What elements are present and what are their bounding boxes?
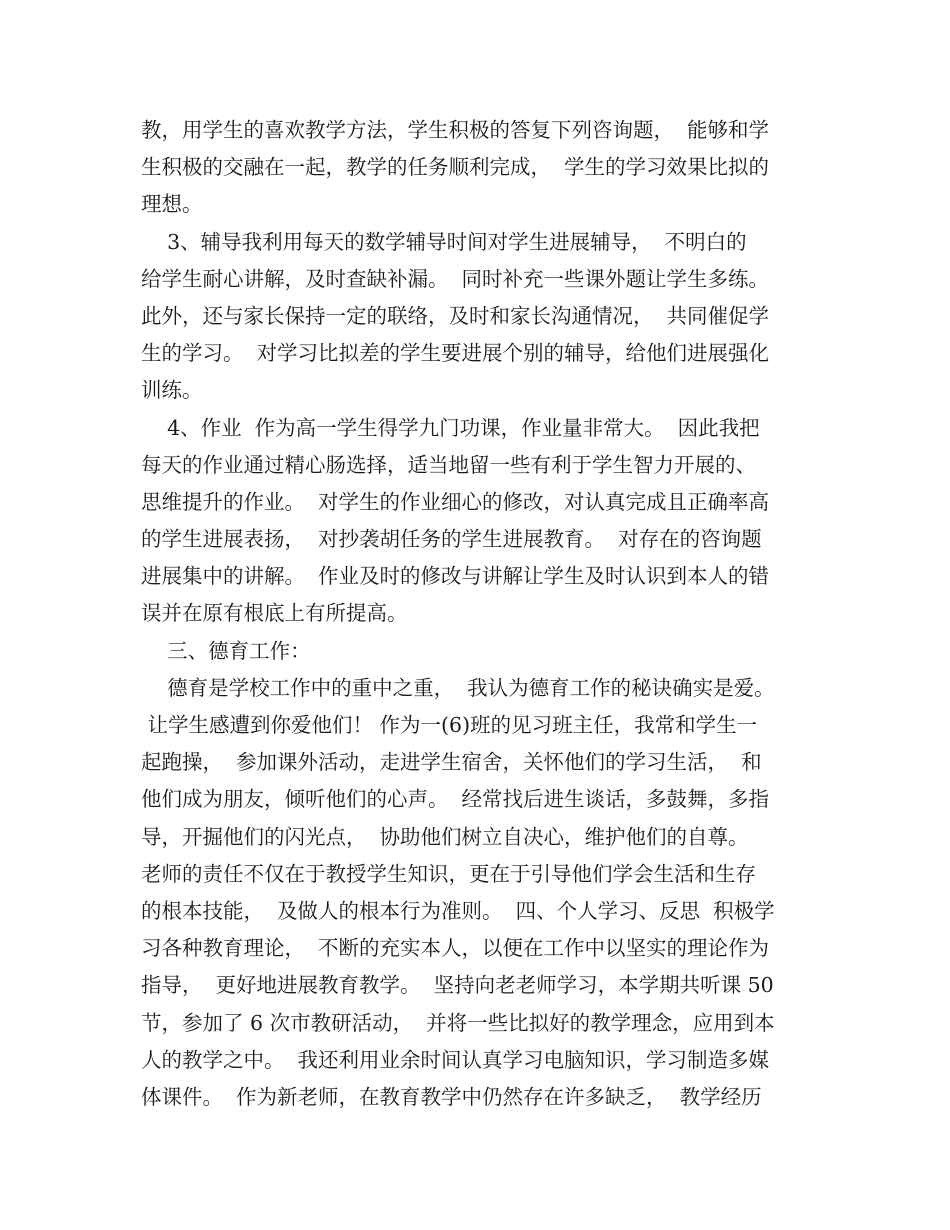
text-line: 误并在原有根底上有所提高。	[141, 601, 408, 626]
text-line: 生的学习。 对学习比拟差的学生要进展个别的辅导，给他们进展强化	[141, 341, 770, 366]
section-heading: 三、德育工作：	[141, 638, 311, 663]
text-line: 德育是学校工作中的重中之重， 我认为德育工作的秘诀确实是爱。	[141, 675, 775, 700]
text-line: 思维提升的作业。 对学生的作业细心的修改，对认真完成且正确率高	[141, 489, 770, 514]
text-line: 生积极的交融在一起，教学的任务顺利完成， 学生的学习效果比拟的	[141, 155, 770, 180]
text-line: 进展集中的讲解。 作业及时的修改与讲解让学生及时认识到本人的错	[141, 564, 770, 589]
text-line: 导，开掘他们的闪光点， 协助他们树立自决心，维护他们的自尊。	[141, 824, 749, 849]
text-line: 此外，还与家长保持一定的联络，及时和家长沟通情况， 共同催促学	[141, 303, 770, 328]
text-line: 他们成为朋友，倾听他们的心声。 经常找后进生谈话，多鼓舞，多指	[141, 787, 770, 812]
text-line: 每天的作业通过精心肠选择，适当地留一些有利于学生智力开展的、	[141, 452, 756, 477]
text-line: 训练。	[141, 378, 203, 403]
text-line: 起跑操， 参加课外活动，走进学生宿舍，关怀他们的学习生活， 和	[141, 750, 762, 775]
text-line: 理想。	[141, 192, 203, 217]
text-line: 3、辅导我利用每天的数学辅导时间对学生进展辅导， 不明白的	[141, 229, 747, 254]
text-line: 的学生进展表扬， 对抄袭胡任务的学生进展教育。 对存在的咨询题	[141, 527, 762, 552]
text-line: 老师的责任不仅在于教授学生知识，更在于引导他们学会生活和生存	[141, 861, 756, 886]
text-line: 让学生感遭到你爱他们！ 作为一(6)班的见习班主任，我常和学生一	[141, 713, 758, 737]
text-line: 习各种教育理论， 不断的充实本人，以便在工作中以坚实的理论作为	[141, 936, 770, 961]
text-line: 指导， 更好地进展教育教学。 坚持向老老师学习，本学期共听课 50	[141, 973, 774, 998]
text-line: 节，参加了 6 次市教研活动， 并将一些比拟好的教学理念，应用到本	[141, 1010, 775, 1035]
document-body	[141, 112, 821, 1116]
text-line: 人的教学之中。 我还利用业余时间认真学习电脑知识，学习制造多媒	[141, 1047, 770, 1072]
text-line: 4、作业 作为高一学生得学九门功课，作业量非常大。 因此我把	[141, 415, 760, 440]
text-line: 教，用学生的喜欢教学方法，学生积极的答复下列咨询题， 能够和学	[141, 118, 770, 142]
text-line: 体课件。 作为新老师，在教育教学中仍然存在许多缺乏， 教学经历	[141, 1084, 762, 1109]
text-line: 给学生耐心讲解，及时查缺补漏。 同时补充一些课外题让学生多练。	[141, 266, 770, 291]
text-line: 的根本技能， 及做人的根本行为准则。 四、个人学习、反思 积极学	[141, 898, 775, 923]
